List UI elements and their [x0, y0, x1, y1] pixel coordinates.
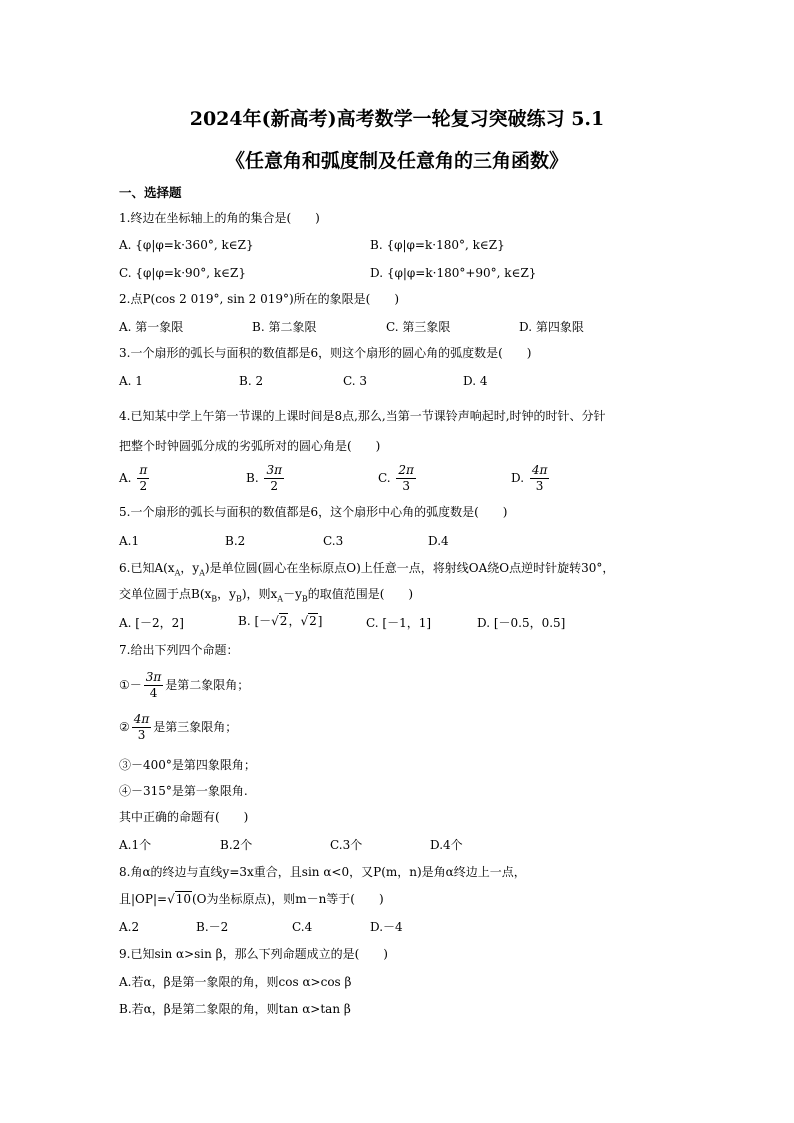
question-1-option-a: A. {φ|φ=k·360°, k∈Z} — [119, 238, 254, 252]
question-4-option-d: D. $\frac{4\pi}{3}$ — [511, 463, 548, 493]
question-3-stem: 3.一个扇形的弧长与面积的数值都是6，则这个扇形的圆心角的弧度数是( ) — [119, 346, 532, 360]
question-2-option-a: A. 第一象限 — [119, 320, 184, 334]
question-8-stem-line2: 且|OP|=√10(O为坐标原点)，则m－n等于( ) — [119, 892, 384, 906]
fraction-denominator: 3 — [402, 479, 410, 493]
question-3-option-b: B. 2 — [239, 374, 264, 388]
fraction-numerator: 4π — [531, 463, 548, 477]
question-7-item-1: ①－ $\frac{3\pi}{4}$ 是第二象限角； — [119, 670, 250, 700]
question-5-option-c: C.3 — [323, 534, 344, 548]
question-5-option-b: B.2 — [225, 534, 246, 548]
fraction-denominator: 2 — [139, 479, 148, 493]
question-1-option-c: C. {φ|φ=k·90°, k∈Z} — [119, 266, 247, 280]
fraction-numerator: 2π — [398, 463, 414, 477]
question-1-stem: 1.终边在坐标轴上的角的集合是( ) — [119, 211, 320, 225]
question-6-stem-line1: 6.已知$A(x_A$，$y_A$)是单位圆(圆心在坐标原点O)上任意一点，将射线OA绕O点逆时针旋转30°， — [119, 561, 615, 578]
question-5-option-a: A.1 — [119, 534, 140, 548]
fraction-denominator: 2 — [270, 479, 279, 493]
section-heading: 一、选择题 — [119, 185, 182, 200]
question-7-item-4: ④－315°是第一象限角. — [119, 784, 248, 798]
question-2-option-d: D. 第四象限 — [519, 320, 584, 334]
question-7-option-a: A.1个 — [119, 838, 152, 852]
document-subtitle: 《任意角和弧度制及任意角的三角函数》 — [225, 150, 568, 172]
question-8-option-b: B.－2 — [196, 920, 229, 934]
question-6-option-a: A. [－2，2] — [119, 616, 184, 630]
question-7-option-c: C.3个 — [330, 838, 363, 852]
question-3-option-a: A. 1 — [119, 374, 143, 388]
question-8-stem-line1: 8.角α的终边与直线y=3x重合，且sin α<0，又P(m，n)是角α终边上一点， — [119, 865, 526, 879]
question-6-option-d: D. [－0.5，0.5] — [477, 616, 566, 630]
question-2-option-b: B. 第二象限 — [252, 320, 317, 334]
question-7-item-2: ② $\frac{4\pi}{3}$ 是第三象限角； — [119, 712, 238, 742]
question-7-option-b: B.2个 — [220, 838, 253, 852]
fraction-numerator: π — [139, 463, 148, 477]
question-4-option-b: B. $\frac{3\pi}{2}$ — [246, 463, 282, 493]
question-3-option-d: D. 4 — [463, 374, 488, 388]
question-4-option-c: C. $\frac{2\pi}{3}$ — [378, 463, 414, 493]
question-5-stem: 5.一个扇形的弧长与面积的数值都是6，这个扇形中心角的弧度数是( ) — [119, 505, 508, 519]
question-8-option-d: D.－4 — [370, 920, 403, 934]
question-1-option-d: D. {φ|φ=k·180°+90°, k∈Z} — [370, 266, 537, 280]
question-4-stem-line2: 把整个时钟圆弧分成的劣弧所对的圆心角是( ) — [119, 439, 381, 453]
question-7-stem: 7.给出下列四个命题： — [119, 643, 239, 657]
question-7-item-3: ③－400°是第四象限角； — [119, 758, 256, 772]
question-2-stem: 2.点P(cos 2 019°, sin 2 019°)所在的象限是( ) — [119, 292, 400, 306]
question-9-option-b: B.若α，β是第二象限的角，则tan α>tan β — [119, 1002, 351, 1016]
fraction-numerator: 3π — [266, 463, 282, 477]
question-6-stem-line2: 交单位圆于点$B(x_B$，$y_B$)，则$x_A-y_B$的取值范围是( ) — [119, 587, 414, 604]
question-2-option-c: C. 第三象限 — [386, 320, 451, 334]
question-4-option-a: A. $\frac{\pi}{2}$ — [119, 463, 148, 493]
question-9-stem: 9.已知sin α>sin β，那么下列命题成立的是( ) — [119, 947, 388, 961]
question-7-option-d: D.4个 — [430, 838, 463, 852]
document-title: 2024年(新高考)高考数学一轮复习突破练习 5.1 — [189, 108, 605, 130]
question-6-option-b: B. [－√2，√2] — [238, 614, 323, 628]
question-7-ask: 其中正确的命题有( ) — [119, 810, 249, 824]
question-4-stem-line1: 4.已知某中学上午第一节课的上课时间是8点,那么,当第一节课铃声响起时,时钟的时针、分针 — [119, 409, 606, 423]
question-3-option-c: C. 3 — [343, 374, 368, 388]
question-5-option-d: D.4 — [428, 534, 449, 548]
question-1-option-b: B. {φ|φ=k·180°, k∈Z} — [370, 238, 505, 252]
question-8-option-a: A.2 — [119, 920, 140, 934]
question-8-option-c: C.4 — [292, 920, 313, 934]
question-9-option-a: A.若α，β是第一象限的角，则cos α>cos β — [119, 975, 352, 989]
question-6-option-c: C. [－1，1] — [366, 616, 432, 630]
fraction-denominator: 3 — [535, 479, 544, 493]
